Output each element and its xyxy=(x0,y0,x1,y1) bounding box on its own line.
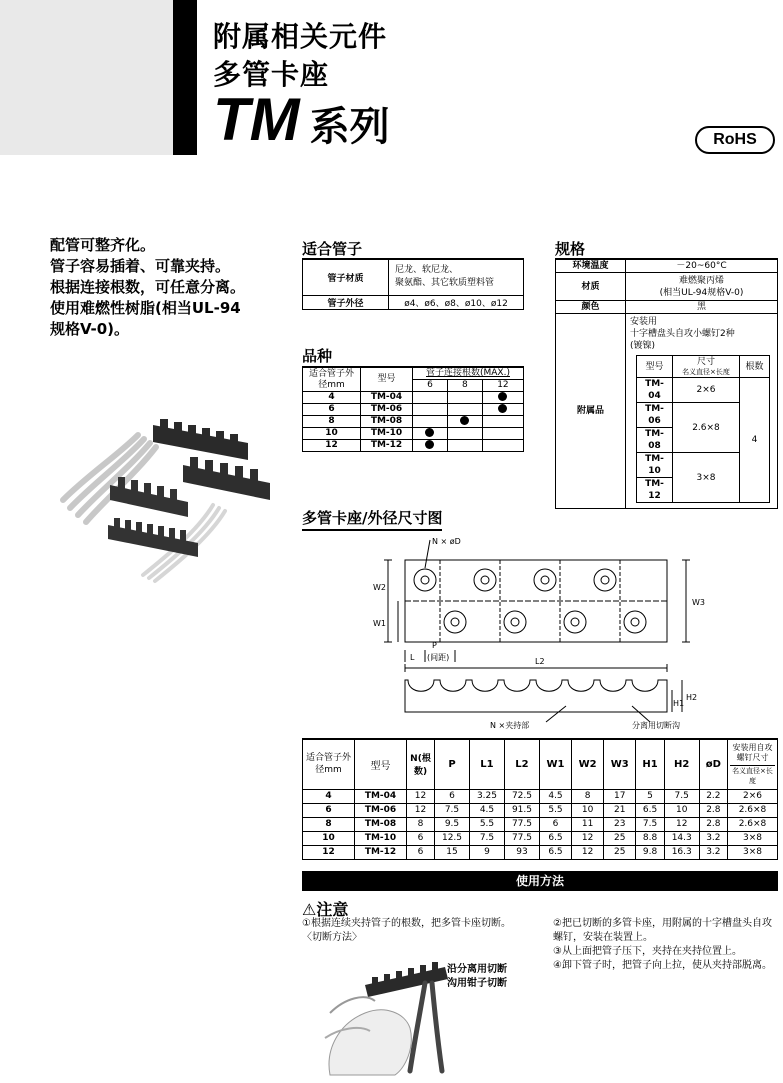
product-photo xyxy=(48,405,278,585)
usage-bar: 使用方法 xyxy=(302,871,778,891)
dim-model: TM-12 xyxy=(355,845,407,859)
dim-head-od: 适合管子外径mm xyxy=(303,739,355,789)
dim-l1: 9 xyxy=(469,845,504,859)
count-8-cell xyxy=(447,404,482,416)
dim-w2: 8 xyxy=(572,789,604,803)
side-view-outline xyxy=(405,680,667,712)
filled-dot-icon xyxy=(498,404,507,413)
table-row xyxy=(303,367,524,380)
table-row xyxy=(303,440,524,452)
screw-size: 2×6 xyxy=(673,378,740,403)
cut-caption-line2: 沟用钳子切断 xyxy=(447,978,507,989)
dim-p: 7.5 xyxy=(435,803,470,817)
spec-acc-line3: (镀镍) xyxy=(630,341,656,351)
dim-h2: 14.3 xyxy=(664,831,699,845)
dim-l2: 91.5 xyxy=(504,803,539,817)
filled-dot-icon xyxy=(425,428,434,437)
dim-p: 9.5 xyxy=(435,817,470,831)
tube-od-label: 管子外径 xyxy=(303,295,389,309)
drawing-section-title: 多管卡座/外径尺寸图 xyxy=(302,507,442,531)
label-l2: L2 xyxy=(535,657,545,666)
feature-item: 规格V-0)。 xyxy=(50,320,130,338)
dim-h2: 7.5 xyxy=(664,789,699,803)
screw-head-count: 根数 xyxy=(740,356,770,378)
models-head-od: 适合管子外径mm xyxy=(303,367,361,392)
dim-w3: 25 xyxy=(604,845,636,859)
label-clamp: N ×夹持部 xyxy=(490,721,530,730)
cut-caption-line1: 沿分离用切断 xyxy=(447,964,507,975)
dim-screw: 2.6×8 xyxy=(728,817,778,831)
model-code: TM-10 xyxy=(361,428,413,440)
caution-title: ⚠注意 xyxy=(302,900,349,919)
title-series xyxy=(213,86,390,155)
dim-h1: 8.8 xyxy=(636,831,664,845)
count-8-cell xyxy=(447,392,482,404)
count-12-cell xyxy=(482,404,523,416)
dim-h1: 9.8 xyxy=(636,845,664,859)
tube-material-value xyxy=(389,259,524,295)
dim-l2: 93 xyxy=(504,845,539,859)
dim-od: 10 xyxy=(303,831,355,845)
clamp-block-middle xyxy=(110,477,188,517)
model-code: TM-06 xyxy=(361,404,413,416)
model-od: 8 xyxy=(303,416,361,428)
table-row xyxy=(303,428,524,440)
dim-w1: 5.5 xyxy=(539,803,571,817)
screw-table xyxy=(636,355,770,503)
label-h2: H2 xyxy=(686,693,698,702)
title-block xyxy=(213,18,390,155)
notes-right xyxy=(553,917,778,973)
model-od: 10 xyxy=(303,428,361,440)
screw-head-size xyxy=(673,356,740,378)
dim-w1: 6.5 xyxy=(539,845,571,859)
table-row xyxy=(303,416,524,428)
count-12-cell xyxy=(482,416,523,428)
note-3: ③从上面把管子压下，夹持在夹持位置上。 xyxy=(553,946,742,957)
count-head: 6 xyxy=(413,380,448,392)
filled-dot-icon xyxy=(498,392,507,401)
dim-od: 12 xyxy=(303,845,355,859)
dim-h1: 6.5 xyxy=(636,803,664,817)
notes-left xyxy=(302,917,542,945)
table-row xyxy=(303,404,524,416)
title-line2: 多管卡座 xyxy=(213,58,330,91)
dim-l2: 77.5 xyxy=(504,817,539,831)
count-6-cell xyxy=(413,404,448,416)
dim-w2: 11 xyxy=(572,817,604,831)
screw-model: TM-12 xyxy=(637,478,673,503)
dim-w3: 25 xyxy=(604,831,636,845)
dim-d: 3.2 xyxy=(699,831,727,845)
dim-head-model: 型号 xyxy=(355,739,407,789)
feature-item: 配管可整齐化。 xyxy=(50,236,156,254)
feature-item: 管子容易插着、可靠夹持。 xyxy=(50,257,231,275)
models-table xyxy=(302,366,524,452)
screw-model: TM-06 xyxy=(637,403,673,428)
dim-head-screw xyxy=(728,739,778,789)
note-4: ④卸下管子时，把管子向上拉，使从夹持部脱离。 xyxy=(553,960,772,971)
label-n-od: N × øD xyxy=(432,537,461,546)
dim-screw: 2.6×8 xyxy=(728,803,778,817)
dim-h1: 5 xyxy=(636,789,664,803)
model-od: 6 xyxy=(303,404,361,416)
label-w1: W1 xyxy=(373,619,386,628)
screw-head-size-line2: 名义直径×长度 xyxy=(682,367,730,376)
table-row xyxy=(637,356,770,378)
dimension-drawing xyxy=(370,530,710,735)
count-8-cell xyxy=(447,416,482,428)
dim-n: 8 xyxy=(407,817,435,831)
clamp-block-right xyxy=(183,457,270,500)
dim-screw: 3×8 xyxy=(728,831,778,845)
header-black-bar xyxy=(173,0,197,155)
filled-dot-icon xyxy=(425,440,434,449)
spec-section-title: 规格 xyxy=(555,240,586,258)
dim-head-w1: W1 xyxy=(539,739,571,789)
spec-material-label: 材质 xyxy=(556,273,626,301)
spec-material-line2: (相当UL-94规格V-0) xyxy=(659,287,744,298)
dim-l1: 5.5 xyxy=(469,817,504,831)
dim-head-l2: L2 xyxy=(504,739,539,789)
model-od: 12 xyxy=(303,440,361,452)
dim-d: 3.2 xyxy=(699,845,727,859)
dim-l1: 3.25 xyxy=(469,789,504,803)
dim-n: 6 xyxy=(407,845,435,859)
count-8-cell xyxy=(447,428,482,440)
dim-d: 2.8 xyxy=(699,817,727,831)
feature-item: 根据连接根数，可任意分离。 xyxy=(50,278,246,296)
dim-head-p: P xyxy=(435,739,470,789)
spec-table xyxy=(555,258,778,509)
dimensions-table xyxy=(302,738,778,860)
dim-l2: 77.5 xyxy=(504,831,539,845)
label-p: P xyxy=(432,641,437,650)
screw-count: 4 xyxy=(740,378,770,503)
dim-od: 8 xyxy=(303,817,355,831)
count-12-cell xyxy=(482,440,523,452)
table-row xyxy=(556,314,778,509)
feature-item: 使用难燃性树脂(相当UL-94 xyxy=(50,299,241,317)
count-8-cell xyxy=(447,440,482,452)
series-model: TM xyxy=(213,86,300,153)
model-od: 4 xyxy=(303,392,361,404)
model-code: TM-12 xyxy=(361,440,413,452)
model-code: TM-04 xyxy=(361,392,413,404)
dim-head-screw-line1: 安装用自攻螺钉尺寸 xyxy=(732,742,773,762)
dim-model: TM-08 xyxy=(355,817,407,831)
dim-w2: 10 xyxy=(572,803,604,817)
screw-size: 2.6×8 xyxy=(673,403,740,453)
count-head: 12 xyxy=(482,380,523,392)
dim-head-n: N(根数) xyxy=(407,739,435,789)
table-row xyxy=(556,273,778,301)
models-section-title: 品种 xyxy=(302,347,333,365)
dim-head-h2: H2 xyxy=(664,739,699,789)
table-row xyxy=(556,301,778,314)
dim-head-od-d: øD xyxy=(699,739,727,789)
dim-d: 2.8 xyxy=(699,803,727,817)
label-groove: 分离用切断沟 xyxy=(632,721,680,730)
dim-w2: 12 xyxy=(572,845,604,859)
table-row xyxy=(303,789,778,803)
table-row xyxy=(303,392,524,404)
feature-list xyxy=(50,235,245,340)
spec-material-line1: 难燃聚丙烯 xyxy=(678,275,724,286)
dim-w3: 21 xyxy=(604,803,636,817)
table-row xyxy=(303,817,778,831)
spec-material-value xyxy=(626,273,778,301)
note-2: ②把已切断的多管卡座，用附属的十字槽盘头自攻螺钉，安装在装置上。 xyxy=(553,918,772,943)
dim-d: 2.2 xyxy=(699,789,727,803)
tube-material-line2: 聚氨酯、其它软质塑料管 xyxy=(395,278,495,289)
spec-acc-line2: 十字槽盘头自攻小螺钉2种 xyxy=(630,329,735,339)
screw-model: TM-08 xyxy=(637,428,673,453)
spec-temp-label: 环境温度 xyxy=(556,259,626,273)
series-suffix: 系列 xyxy=(309,104,390,150)
header-grey-block xyxy=(0,0,173,155)
tube-bundle-left xyxy=(63,435,156,522)
title-line1: 附属相关元件 xyxy=(213,20,388,53)
tube-material-line1: 尼龙、软尼龙、 xyxy=(395,265,459,276)
rohs-badge: RoHS xyxy=(695,126,775,154)
spec-acc-value xyxy=(626,314,778,509)
dim-p: 12.5 xyxy=(435,831,470,845)
count-6-cell xyxy=(413,428,448,440)
dim-w1: 6 xyxy=(539,817,571,831)
spec-acc-line1: 安装用 xyxy=(630,317,658,327)
dim-model: TM-04 xyxy=(355,789,407,803)
clamp-block-top xyxy=(153,419,248,460)
dim-n: 12 xyxy=(407,803,435,817)
label-l: L xyxy=(410,653,415,662)
label-h1: H1 xyxy=(673,699,685,708)
dim-model: TM-10 xyxy=(355,831,407,845)
table-row xyxy=(303,803,778,817)
table-row xyxy=(637,378,770,403)
dim-model: TM-06 xyxy=(355,803,407,817)
spec-color-label: 颜色 xyxy=(556,301,626,314)
dim-w1: 4.5 xyxy=(539,789,571,803)
filled-dot-icon xyxy=(460,416,469,425)
dim-h2: 10 xyxy=(664,803,699,817)
models-head-model: 型号 xyxy=(361,367,413,392)
screw-head-size-line1: 尺寸 xyxy=(696,356,715,367)
spec-temp-value: －20~60°C xyxy=(626,259,778,273)
count-12-cell xyxy=(482,428,523,440)
model-code: TM-08 xyxy=(361,416,413,428)
dim-h2: 16.3 xyxy=(664,845,699,859)
dim-n: 6 xyxy=(407,831,435,845)
dim-w3: 23 xyxy=(604,817,636,831)
screw-model: TM-10 xyxy=(637,453,673,478)
dim-head-screw-line2: 名义直径×长度 xyxy=(730,765,775,786)
tube-od-value: ø4、ø6、ø8、ø10、ø12 xyxy=(389,295,524,309)
dim-p: 15 xyxy=(435,845,470,859)
table-row xyxy=(303,259,524,295)
dim-l1: 4.5 xyxy=(469,803,504,817)
screw-head-model: 型号 xyxy=(637,356,673,378)
dim-l1: 7.5 xyxy=(469,831,504,845)
dim-l2: 72.5 xyxy=(504,789,539,803)
label-pitch: (间距) xyxy=(427,653,450,662)
dim-head-w3: W3 xyxy=(604,739,636,789)
pliers-hand-illustration xyxy=(310,953,460,1078)
label-w2: W2 xyxy=(373,583,386,592)
table-row xyxy=(303,831,778,845)
dim-head-h1: H1 xyxy=(636,739,664,789)
dim-h2: 12 xyxy=(664,817,699,831)
clamp-block-bottom xyxy=(108,518,198,557)
count-12-cell xyxy=(482,392,523,404)
dim-w3: 17 xyxy=(604,789,636,803)
dim-w2: 12 xyxy=(572,831,604,845)
note-1: ①根据连续夹持管子的根数，把多管卡座切断。 xyxy=(302,918,511,929)
dim-head-w2: W2 xyxy=(572,739,604,789)
screw-size: 3×8 xyxy=(673,453,740,503)
count-6-cell xyxy=(413,416,448,428)
tube-material-label: 管子材质 xyxy=(303,259,389,295)
tube-table xyxy=(302,258,524,310)
count-6-cell xyxy=(413,392,448,404)
screw-model: TM-04 xyxy=(637,378,673,403)
table-row xyxy=(303,295,524,309)
dim-od: 4 xyxy=(303,789,355,803)
note-1b: 〈切断方法〉 xyxy=(302,932,362,943)
label-w3: W3 xyxy=(692,598,705,607)
dim-od: 6 xyxy=(303,803,355,817)
tube-section-title: 适合管子 xyxy=(302,240,363,258)
dim-screw: 3×8 xyxy=(728,845,778,859)
spec-color-value: 黑 xyxy=(626,301,778,314)
dim-w1: 6.5 xyxy=(539,831,571,845)
count-head: 8 xyxy=(447,380,482,392)
dim-p: 6 xyxy=(435,789,470,803)
table-row xyxy=(303,845,778,859)
dim-h1: 7.5 xyxy=(636,817,664,831)
dim-head-l1: L1 xyxy=(469,739,504,789)
spec-acc-label: 附属品 xyxy=(556,314,626,509)
dim-screw: 2×6 xyxy=(728,789,778,803)
dim-n: 12 xyxy=(407,789,435,803)
table-row xyxy=(556,259,778,273)
models-head-count: 管子连接根数(MAX.) xyxy=(413,367,524,380)
count-6-cell xyxy=(413,440,448,452)
table-row xyxy=(303,739,778,789)
